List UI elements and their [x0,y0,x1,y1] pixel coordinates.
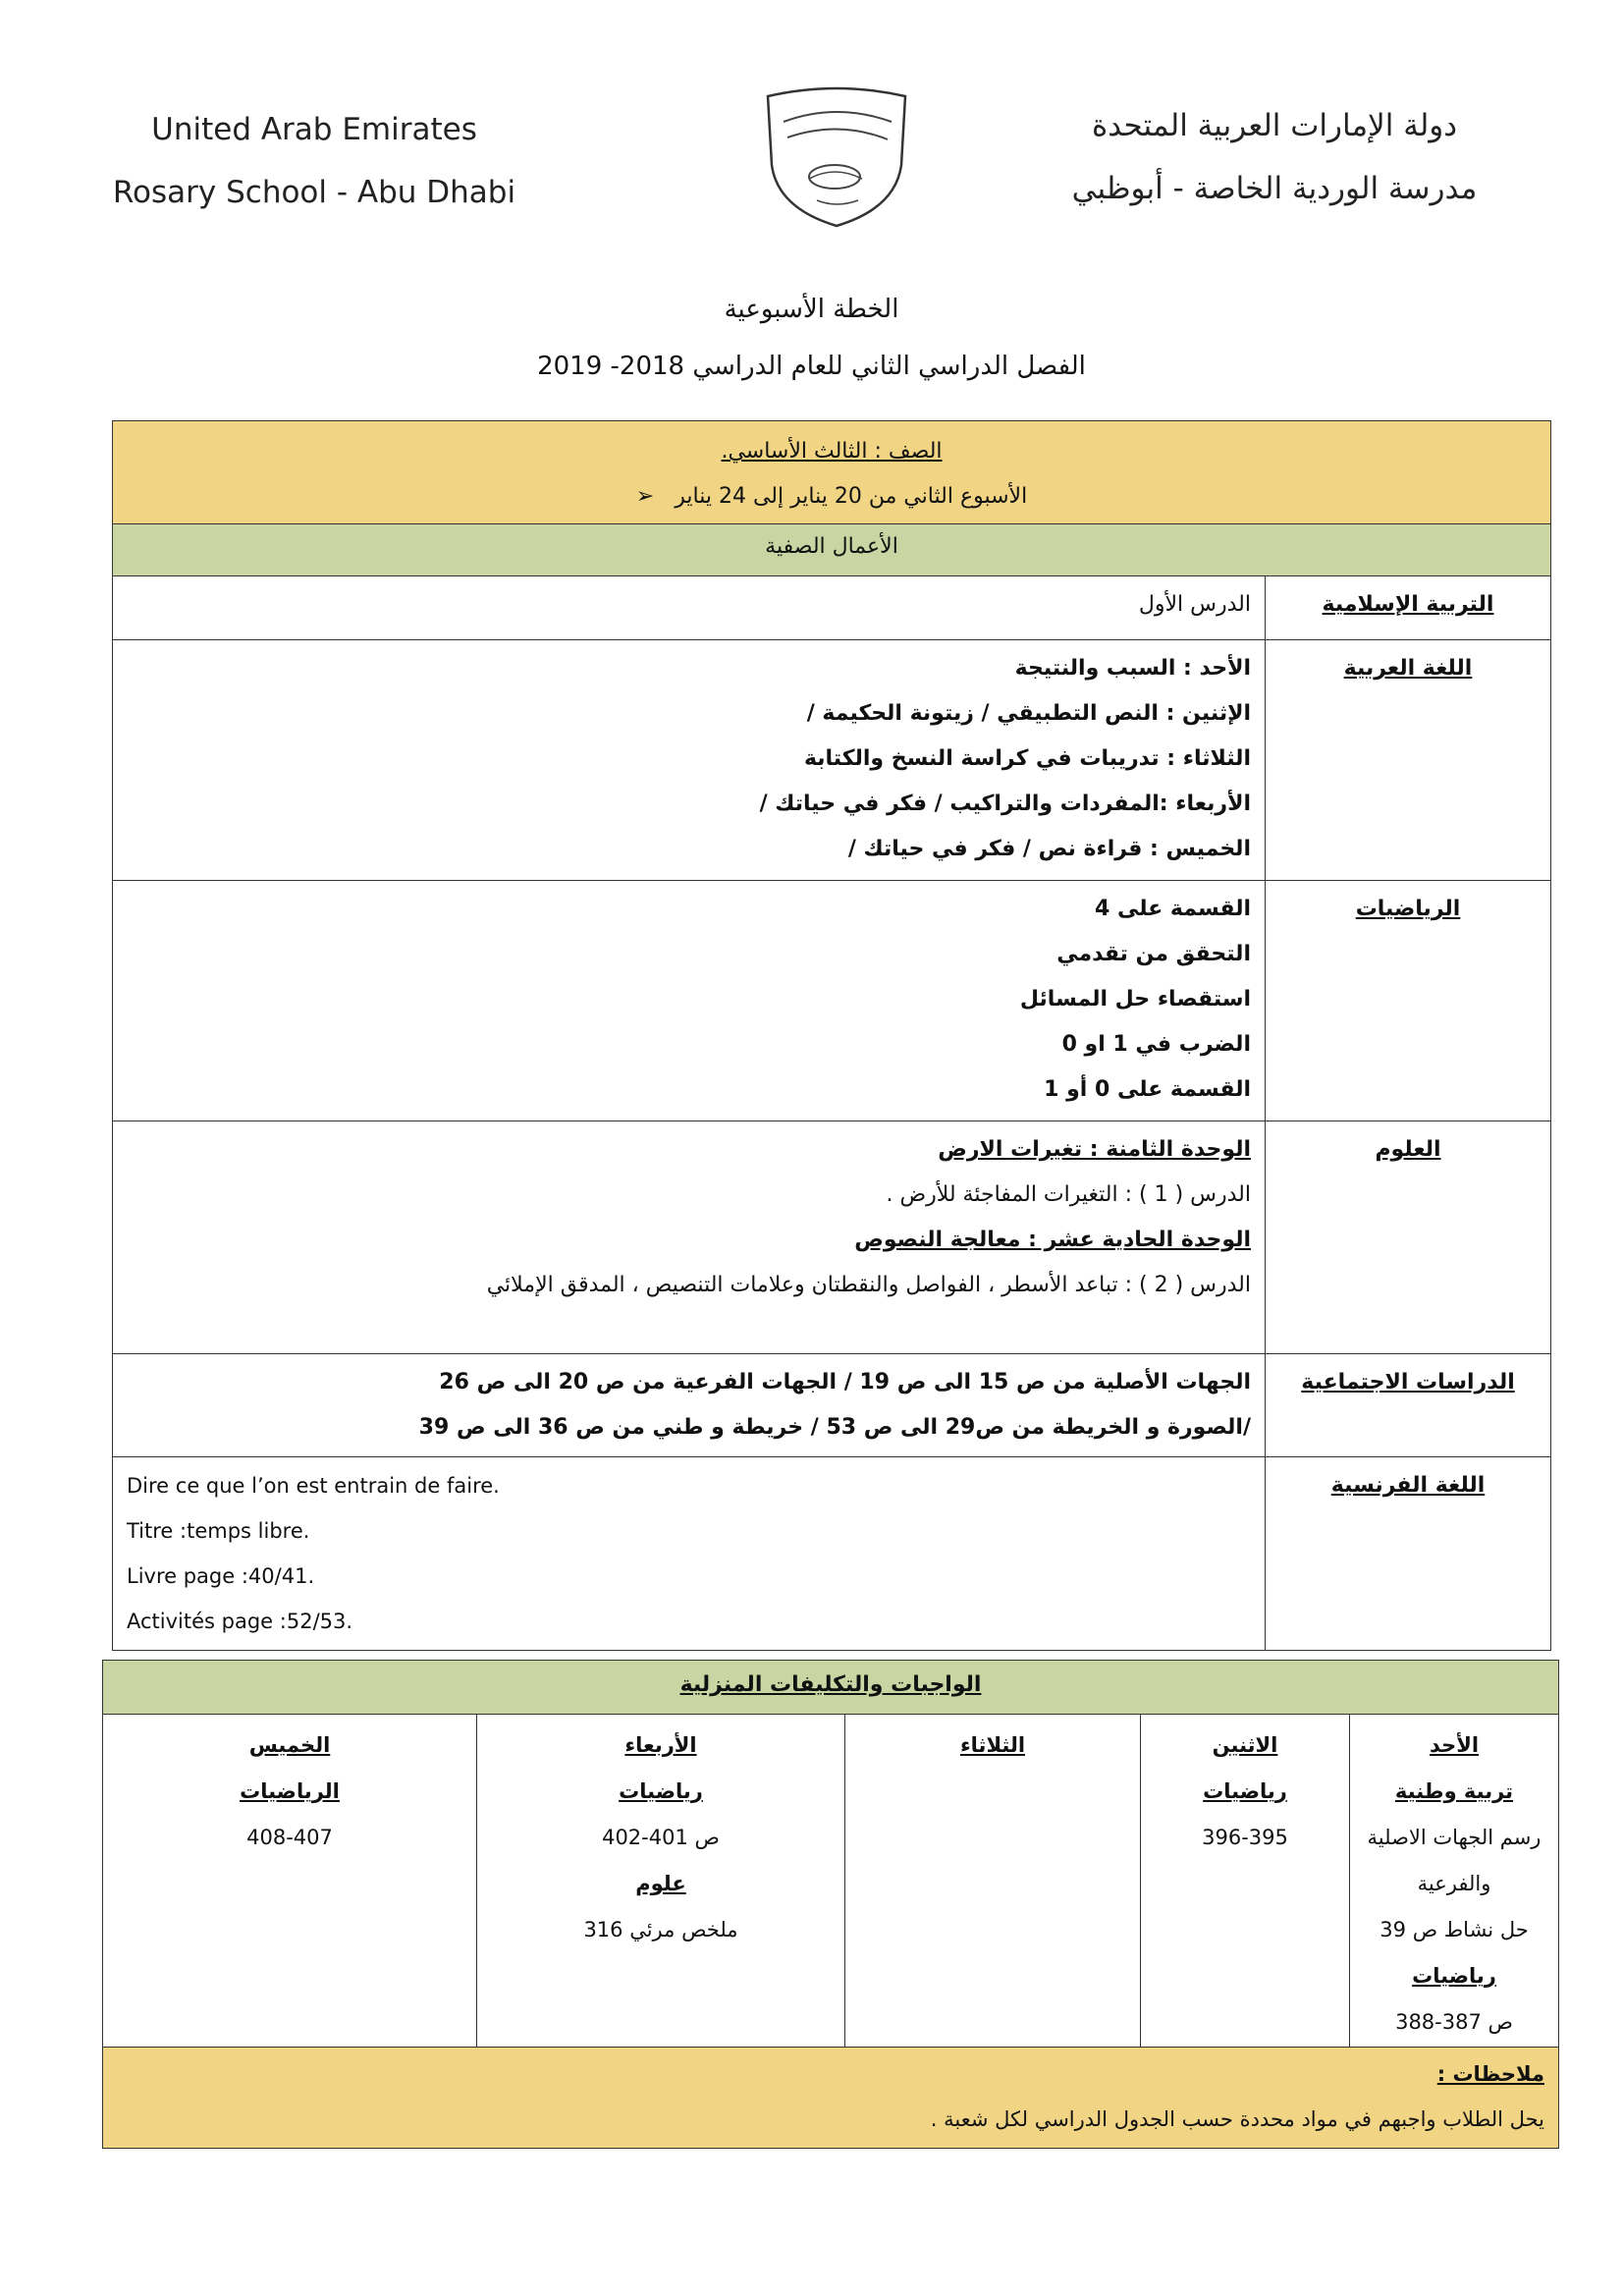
content-line: الأحد : السبب والنتيجة [1014,656,1251,681]
subject-name: اللغة العربية [1266,640,1551,881]
homework-title-band [103,1661,1559,1715]
content-line: الثلاثاء : تدريبات في كراسة النسخ والكتابة [803,746,1251,771]
content-line: Titre :temps libre. [127,1519,310,1543]
day-name: الأربعاء [624,1733,697,1757]
content-line: Livre page :40/41. [127,1564,315,1588]
notes-row [103,2048,1559,2149]
homework-day-thursday [103,1715,477,2048]
grade-label: الصف : الثالث الأساسي. [721,439,943,464]
week-text: الأسبوع الثاني من 20 يناير إلى 24 يناير [675,484,1028,509]
subject-content [113,640,1266,881]
subject-row-science [113,1121,1551,1354]
content-line: الضرب في 1 او 0 [1061,1032,1251,1057]
unit-heading: الوحدة الحادية عشر : معالجة النصوص [854,1228,1251,1252]
subject-content [113,1457,1266,1651]
subject-content [113,576,1266,640]
week-label [113,474,1550,519]
subject-name: التربية الإسلامية [1266,576,1551,640]
homework-subject: الرياضيات [240,1779,340,1803]
homework-task: ص 401-402 [602,1826,720,1849]
homework-days-row [103,1715,1559,2048]
content-line: /الصورة و الخريطة من ص29 الى ص 53 / خريطة و طني من ص 36 الى ص 39 [418,1415,1251,1440]
content-line: القسمة على 0 أو 1 [1044,1077,1251,1102]
subject-content [113,881,1266,1121]
content-line: الأربعاء :المفردات والتراكيب / فكر في حياتك / [759,792,1251,816]
subject-name: الرياضيات [1266,881,1551,1121]
homework-task: رسم الجهات الاصلية والفرعية [1367,1826,1542,1895]
header-arabic [1000,94,1549,220]
subject-name: الدراسات الاجتماعية [1266,1354,1551,1457]
content-line: استقصاء حل المسائل [1019,987,1251,1011]
homework-task: 396-395 [1202,1826,1288,1849]
content-line: الخميس : قراءة نص / فكر في حياتك / [847,837,1251,861]
subject-row-social [113,1354,1551,1457]
homework-task: حل نشاط ص 39 [1380,1918,1529,1941]
arrow-bullet-icon: ➢ [635,484,655,509]
content-line: القسمة على 4 [1094,897,1251,921]
day-name: الأحد [1429,1733,1480,1757]
classwork-band [113,524,1551,576]
homework-subject: رياضيات [1203,1779,1287,1803]
day-name: الخميس [248,1733,331,1757]
content-line: الدرس الأول [1138,592,1251,617]
homework-subject: تربية وطنية [1394,1779,1514,1803]
subject-name: العلوم [1266,1121,1551,1354]
page-subtitle: الفصل الدراسي الثاني للعام الدراسي 2018- 2019 [537,352,1086,381]
day-name: الثلاثاء [959,1733,1026,1757]
homework-subject: رياضيات [1412,1964,1496,1988]
page-title: الخطة الأسبوعية [724,295,899,324]
homework-table [102,1660,1559,2149]
day-name: الاثنين [1212,1733,1278,1757]
content-line: التحقق من تقدمي [1056,942,1251,966]
country-name-ar: دولة الإمارات العربية المتحدة [1091,108,1458,143]
subject-content [113,1121,1266,1354]
homework-title: الواجبات والتكليفات المنزلية [103,1661,1559,1715]
grade-band [113,421,1551,524]
homework-subject: رياضيات [619,1779,703,1803]
subject-name: اللغة الفرنسية [1266,1457,1551,1651]
content-line: الجهات الأصلية من ص 15 الى ص 19 / الجهات الفرعية من ص 20 الى ص 26 [439,1370,1251,1394]
homework-day-wednesday [477,1715,845,2048]
homework-day-sunday [1350,1715,1559,2048]
school-crest-logo [748,82,925,230]
header-english [98,98,530,224]
content-line: الدرس ( 1 ) : التغيرات المفاجئة للأرض . [886,1182,1251,1207]
subject-row-islamic [113,576,1551,640]
content-line: الدرس ( 2 ) : تباعد الأسطر ، الفواصل والنقطتان وعلامات التنصيص ، المدقق الإملائي [486,1273,1251,1297]
subject-content [113,1354,1266,1457]
classwork-title: الأعمال الصفية [113,524,1551,576]
subject-row-arabic [113,640,1551,881]
homework-day-monday [1141,1715,1350,2048]
school-name-en: Rosary School - Abu Dhabi [112,175,516,210]
notes-text: يحل الطلاب واجبهم في مواد محددة حسب الجدول الدراسي لكل شعبة . [930,2107,1544,2131]
homework-subject: علوم [635,1872,686,1895]
content-line: Dire ce que l’on est entrain de faire. [127,1474,500,1498]
country-name-en: United Arab Emirates [151,112,477,147]
homework-task: ملخص مرئي 316 [583,1918,738,1941]
homework-task: 408-407 [246,1826,333,1849]
subject-row-french [113,1457,1551,1651]
homework-day-tuesday [845,1715,1141,2048]
school-name-ar: مدرسة الوردية الخاصة - أبوظبي [1071,171,1478,206]
content-line: الإثنين : النص التطبيقي / زيتونة الحكيمة / [806,701,1251,726]
homework-task: ص 387-388 [1395,2010,1513,2034]
notes-label: ملاحظات : [1436,2062,1544,2086]
unit-heading: الوحدة الثامنة : تغيرات الارض [938,1137,1251,1162]
plan-titles [0,281,1623,395]
classwork-table [112,420,1551,1651]
content-line: Activités page :52/53. [127,1610,353,1633]
subject-row-math [113,881,1551,1121]
